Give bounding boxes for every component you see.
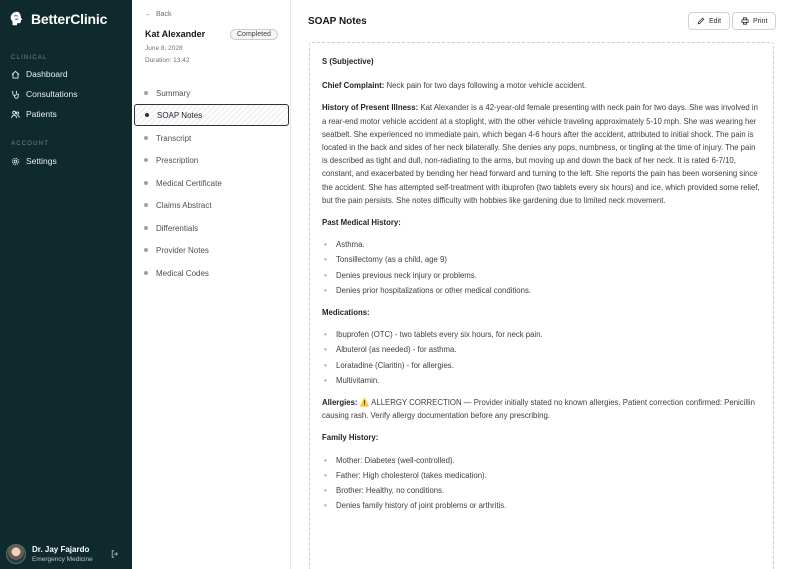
- dot-icon: [144, 226, 148, 230]
- printer-icon: [741, 17, 749, 25]
- tab-label: Summary: [156, 88, 191, 98]
- edit-button[interactable]: [688, 12, 730, 30]
- tab-summary[interactable]: [134, 82, 289, 104]
- tab-medical-certificate[interactable]: [134, 172, 289, 194]
- list-item: • Brother: Healthy, no conditions.: [322, 484, 762, 497]
- tab-transcript[interactable]: [134, 127, 289, 149]
- tab-provider-notes[interactable]: [134, 239, 289, 261]
- dot-icon: [144, 248, 148, 252]
- allergies: [322, 396, 762, 422]
- tab-medical-codes[interactable]: [134, 262, 289, 284]
- tab-differentials[interactable]: [134, 217, 289, 239]
- brand-name: BetterClinic: [31, 11, 108, 27]
- chief-complaint-label: Chief Complaint:: [322, 81, 385, 91]
- logout-icon[interactable]: [111, 550, 119, 558]
- dot-icon: [144, 203, 148, 207]
- dot-icon: [144, 181, 148, 185]
- back-label: Back: [156, 11, 172, 18]
- medications-title: Medications:: [322, 308, 370, 318]
- print-label: Print: [753, 17, 768, 25]
- home-icon: [11, 70, 20, 79]
- tab-claims-abstract[interactable]: [134, 194, 289, 216]
- tab-label: Transcript: [156, 133, 192, 143]
- user-role: Emergency Medicine: [32, 556, 93, 563]
- family-history-list: [322, 454, 762, 513]
- nav-item-settings[interactable]: [11, 156, 57, 166]
- consult-date: June 8, 2028: [145, 45, 183, 52]
- tab-label: Provider Notes: [156, 245, 209, 255]
- dot-icon: [144, 136, 148, 140]
- list-item: • Denies prior hospitalizations or other medical conditions.: [322, 284, 762, 297]
- stethoscope-icon: [11, 90, 20, 99]
- hpi-text: Kat Alexander is a 42-year-old female presenting with neck pain for two days. She was involved in a rear-end motor vehicle accident at a stoplight, with the other vehicle traveling approximately 5-10 mph. She was wearing her seatbelt. She experienced no immediate pain, which began 4-6 hours after the accident, attributed to initial shock. The pain is located in the back and sides of her neck bilaterally. She denies any pops, numbness, or tingling at the time of injury. The pain is described as tight and dull, non-radiating to the arms, but moving up and down the back of her neck. It is rated 6-7/10, constant, and exacerbated by bending her head forward and turning to the left. She reports the pain has been worsening since the accident. She has attempted self-treatment with ibuprofen (two tablets every six hours) and ice, which provided some relief, but the pain persists. She notes difficulty with hobbies like gardening due to limited neck movement.: [322, 103, 760, 205]
- dot-icon: [144, 91, 148, 95]
- tab-label: Medical Codes: [156, 268, 209, 278]
- status-badge: Completed: [230, 29, 278, 40]
- nav-section-clinical: CLINICAL: [11, 55, 48, 61]
- allergies-text: ⚠️ ALLERGY CORRECTION — Provider initially stated no known allergies. Patient correction confirmed: Penicillin causing rash. Verify allergy documentation before any prescribing.: [322, 398, 755, 421]
- tab-label: Differentials: [156, 223, 199, 233]
- list-item: • Tonsillectomy (as a child, age 9): [322, 253, 762, 266]
- user-profile[interactable]: [6, 543, 126, 565]
- brain-logo-icon: [8, 10, 26, 28]
- tab-label: SOAP Notes: [157, 110, 203, 120]
- consultation-panel: [132, 0, 291, 569]
- list-item: • Mother: Diabetes (well-controlled).: [322, 454, 762, 467]
- tab-label: Prescription: [156, 155, 199, 165]
- tab-label: Claims Abstract: [156, 200, 212, 210]
- nav-item-label: Dashboard: [26, 69, 68, 79]
- brand[interactable]: [8, 10, 107, 28]
- tab-label: Medical Certificate: [156, 178, 222, 188]
- section-title: S (Subjective): [322, 57, 374, 66]
- print-button[interactable]: [732, 12, 776, 30]
- avatar: [6, 544, 26, 564]
- nav-item-consultations[interactable]: [11, 89, 78, 99]
- allergies-label: Allergies:: [322, 398, 358, 408]
- list-item: • Denies previous neck injury or problems.: [322, 269, 762, 282]
- list-item: • Multivitamin.: [322, 374, 762, 387]
- soap-document: [309, 42, 774, 569]
- chief-complaint: [322, 79, 762, 92]
- arrow-left-icon: ←: [145, 11, 152, 18]
- dot-icon: [145, 113, 149, 117]
- list-item: • Albuterol (as needed) - for asthma.: [322, 343, 762, 356]
- list-item: • Ibuprofen (OTC) - two tablets every six hours, for neck pain.: [322, 328, 762, 341]
- dot-icon: [144, 271, 148, 275]
- sidebar: [0, 0, 132, 569]
- consult-duration: Duration: 13:42: [145, 57, 190, 64]
- pencil-icon: [697, 17, 705, 25]
- nav-item-patients[interactable]: [11, 109, 57, 119]
- patient-name: Kat Alexander: [145, 29, 206, 39]
- users-icon: [11, 110, 20, 119]
- user-name: Dr. Jay Fajardo: [32, 545, 90, 554]
- page-title: SOAP Notes: [308, 16, 367, 27]
- nav-item-label: Patients: [26, 109, 57, 119]
- nav-item-label: Settings: [26, 156, 57, 166]
- list-item: • Denies family history of joint problems or arthritis.: [322, 499, 762, 512]
- nav-item-label: Consultations: [26, 89, 78, 99]
- nav-section-account: ACCOUNT: [11, 141, 50, 147]
- list-item: • Loratadine (Claritin) - for allergies.: [322, 359, 762, 372]
- soap-notes-view: [292, 0, 800, 569]
- edit-label: Edit: [709, 17, 722, 25]
- back-link[interactable]: [145, 11, 172, 18]
- pmh-title: Past Medical History:: [322, 218, 401, 228]
- list-item: • Asthma.: [322, 238, 762, 251]
- gear-icon: [11, 157, 20, 166]
- history-present-illness: [322, 101, 762, 207]
- tab-soap-notes[interactable]: [134, 104, 289, 126]
- dot-icon: [144, 158, 148, 162]
- pmh-list: [322, 238, 762, 297]
- soap-content: [322, 55, 762, 521]
- list-item: • Father: High cholesterol (takes medication).: [322, 469, 762, 482]
- chief-complaint-text: Neck pain for two days following a motor vehicle accident.: [386, 81, 587, 91]
- family-history-title: Family History:: [322, 433, 379, 443]
- hpi-label: History of Present Illness:: [322, 103, 419, 113]
- nav-item-dashboard[interactable]: [11, 69, 68, 79]
- tab-prescription[interactable]: [134, 149, 289, 171]
- medications-list: [322, 328, 762, 387]
